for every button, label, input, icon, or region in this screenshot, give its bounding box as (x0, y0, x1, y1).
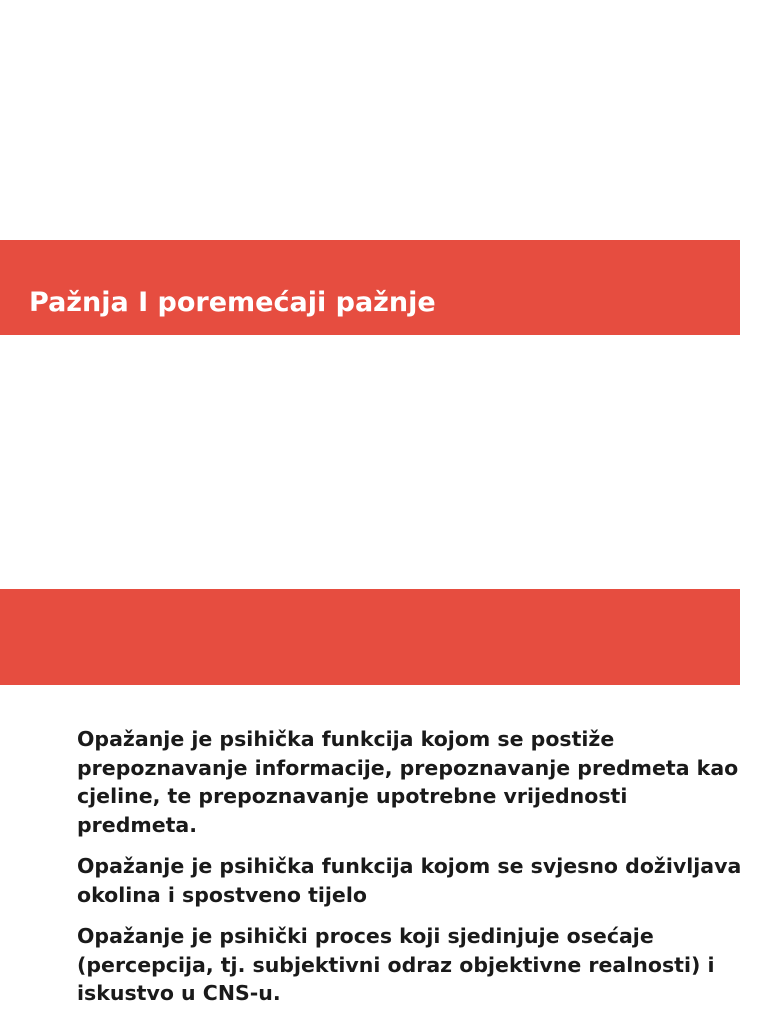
slide-body (77, 725, 747, 1021)
paragraph-definition-1: Opažanje je psihička funkcija kojom se postiže prepoznavanje informacije, prepoznavanje predmeta kao cjeline, te prepoznavanje upotrebne vrijednosti predmeta. (77, 727, 739, 837)
accent-banner (0, 589, 740, 685)
paragraph-definition-2: Opažanje je psihička funkcija kojom se svjesno doživljava okolina i spostveno tijelo (77, 854, 742, 907)
paragraph-definition-3: Opažanje je psihički proces koji sjedinjuje osećaje (percepcija, tj. subjektivni odraz objektivne realnosti) i iskustvo u CNS-u. (77, 924, 715, 1005)
slide-title: Pažnja I poremećaji pažnje (29, 287, 436, 318)
